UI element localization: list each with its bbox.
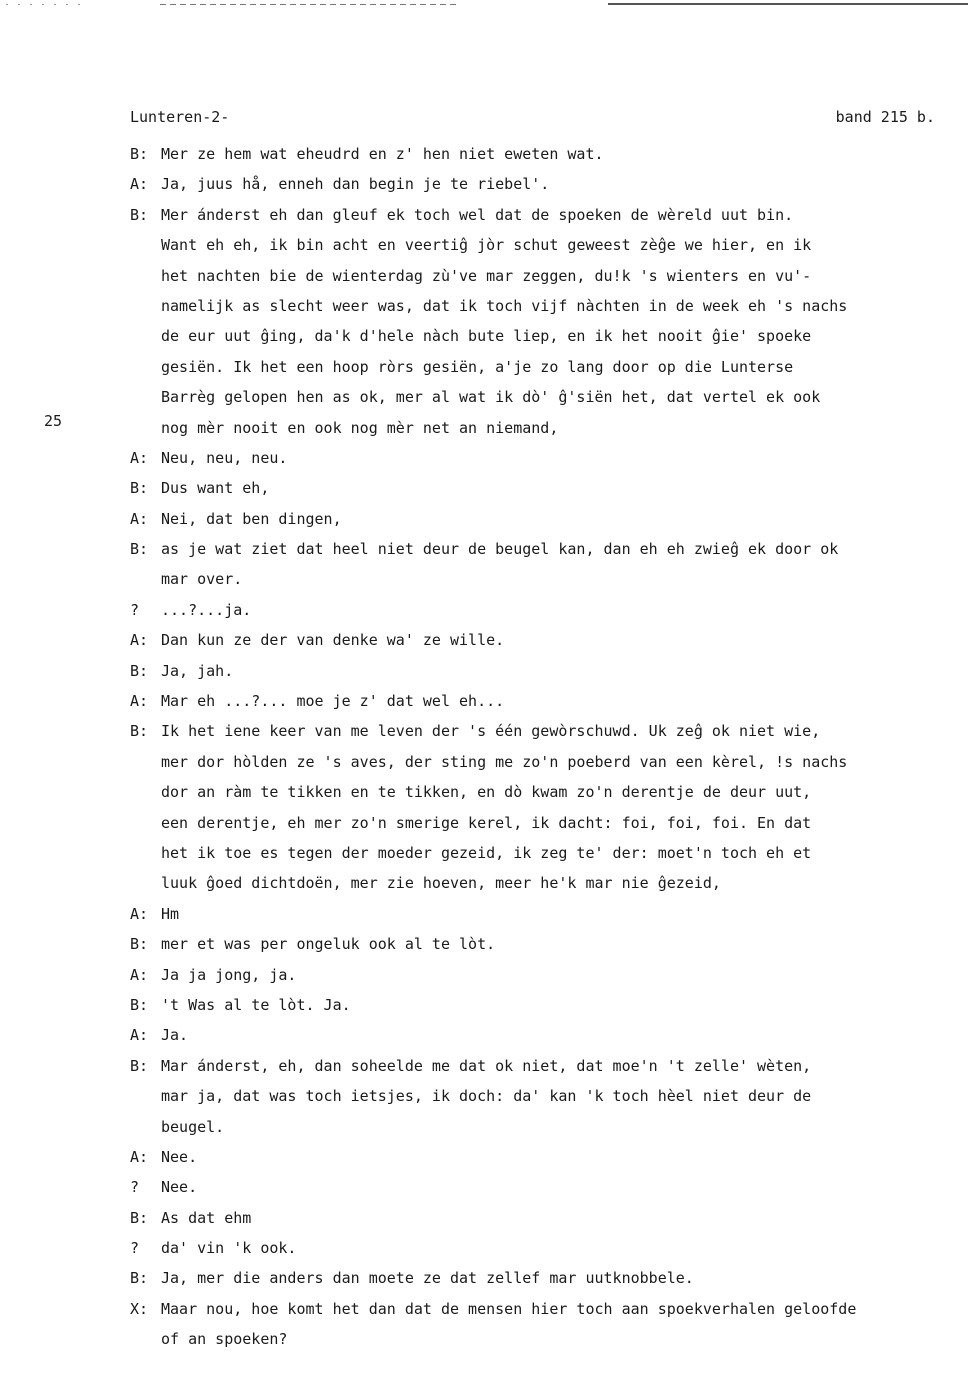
transcript-turn bbox=[130, 990, 968, 1020]
scan-artifact bbox=[6, 4, 86, 5]
speaker-label: A: bbox=[130, 1026, 149, 1045]
transcript-turn bbox=[130, 1020, 968, 1050]
speaker-label: ? bbox=[130, 1239, 140, 1258]
transcript-line: beugel. bbox=[161, 1117, 225, 1136]
speaker-label: ? bbox=[130, 600, 140, 619]
transcript-line: het ik toe es tegen der moeder gezeid, ik zeg te' der: moet'n toch eh et bbox=[161, 843, 812, 862]
transcript-turn bbox=[130, 716, 968, 898]
transcript-turn bbox=[130, 899, 968, 929]
transcript-line: ...?...ja. bbox=[161, 600, 252, 619]
transcript-line: of an spoeken? bbox=[161, 1330, 288, 1349]
transcript-line: Nee. bbox=[161, 1147, 198, 1166]
speaker-label: A: bbox=[130, 509, 149, 528]
transcript-line: Ja ja jong, ja. bbox=[161, 965, 297, 984]
speaker-label: A: bbox=[130, 904, 149, 923]
transcript-turn bbox=[130, 169, 968, 199]
transcript-line: Maar nou, hoe komt het dan dat de mensen hier toch aan spoekverhalen geloofde bbox=[161, 1299, 857, 1318]
transcript-line: Hm bbox=[161, 904, 180, 923]
transcript-line: mer dor hòlden ze 's aves, der sting me zo'n poeberd van een kèrel, !s nachs bbox=[161, 752, 848, 771]
speaker-label: A: bbox=[130, 692, 149, 711]
transcript-turn bbox=[130, 1172, 968, 1202]
transcript-turn bbox=[130, 504, 968, 534]
transcript-line: Mer ánderst eh dan gleuf ek toch wel dat de spoeken de wèreld uut bin. bbox=[161, 205, 794, 224]
transcript-line: gesiën. Ik het een hoop ròrs gesiën, a'je zo lang door op die Lunterse bbox=[161, 357, 794, 376]
transcript-line: Mar eh ...?... moe je z' dat wel eh... bbox=[161, 692, 505, 711]
speaker-label: B: bbox=[130, 1269, 149, 1288]
transcript-line: Neu, neu, neu. bbox=[161, 448, 288, 467]
transcript-line: Ja, jah. bbox=[161, 661, 234, 680]
transcript-line: dor an ràm te tikken en te tikken, en dò kwam zo'n derentje de deur uut, bbox=[161, 783, 812, 802]
speaker-label: B: bbox=[130, 479, 149, 498]
transcript-turn bbox=[130, 686, 968, 716]
transcript bbox=[130, 139, 968, 1355]
transcript-line: Mer ze hem wat eheudrd en z' hen niet eweten wat. bbox=[161, 145, 604, 163]
transcript-turn bbox=[130, 625, 968, 655]
speaker-label: X: bbox=[130, 1299, 149, 1318]
header-title: Lunteren-2- bbox=[130, 108, 230, 126]
page-header bbox=[130, 108, 935, 128]
speaker-label: B: bbox=[130, 1056, 149, 1075]
transcript-line: een derentje, eh mer zo'n smerige kerel, ik dacht: foi, foi, foi. En dat bbox=[161, 813, 812, 832]
transcript-line: 't Was al te lòt. Ja. bbox=[161, 995, 351, 1014]
speaker-label: B: bbox=[130, 205, 149, 224]
transcript-line: Ja, juus hå, enneh dan begin je te riebel'. bbox=[161, 175, 550, 194]
transcript-line: mer et was per ongeluk ook al te lòt. bbox=[161, 935, 496, 954]
transcript-line: het nachten bie de wienterdag zù've mar zeggen, du!k 's wienters en vu'- bbox=[161, 266, 812, 285]
transcript-line: namelijk as slecht weer was, dat ik toch vijf nàchten in de week eh 's nachs bbox=[161, 296, 848, 315]
speaker-label: A: bbox=[130, 1147, 149, 1166]
speaker-label: ? bbox=[130, 1178, 140, 1197]
speaker-label: A: bbox=[130, 631, 149, 650]
speaker-label: B: bbox=[130, 1208, 149, 1227]
transcript-line: Nei, dat ben dingen, bbox=[161, 509, 342, 528]
transcript-turn bbox=[130, 473, 968, 503]
transcript-line: Barrèg gelopen hen as ok, mer al wat ik dò' ĝ'siën het, dat vertel ek ook bbox=[161, 388, 821, 407]
transcript-line: de eur uut ĝing, da'k d'hele nàch bute liep, en ik het nooit ĝie' spoeke bbox=[161, 327, 812, 346]
transcript-turn bbox=[130, 595, 968, 625]
transcript-line: Want eh eh, ik bin acht en veertiĝ jòr schut geweest zèĝe we hier, en ik bbox=[161, 236, 812, 255]
speaker-label: B: bbox=[130, 935, 149, 954]
transcript-turn bbox=[130, 534, 968, 595]
transcript-line: Nee. bbox=[161, 1178, 198, 1197]
transcript-turn bbox=[130, 1142, 968, 1172]
transcript-turn bbox=[130, 929, 968, 959]
speaker-label: A: bbox=[130, 448, 149, 467]
transcript-line: da' vin 'k ook. bbox=[161, 1239, 297, 1258]
transcript-line: luuk ĝoed dichtdoën, mer zie hoeven, meer he'k mar nie ĝezeid, bbox=[161, 874, 721, 893]
transcript-turn bbox=[130, 1051, 968, 1142]
transcript-line: Mar ánderst, eh, dan soheelde me dat ok niet, dat moe'n 't zelle' wèten, bbox=[161, 1056, 812, 1075]
speaker-label: B: bbox=[130, 661, 149, 680]
transcript-turn bbox=[130, 1294, 968, 1355]
transcript-line: as je wat ziet dat heel niet deur de beugel kan, dan eh eh zwieĝ ek door ok bbox=[161, 540, 839, 559]
transcript-line: Ja, mer die anders dan moete ze dat zellef mar uutknobbele. bbox=[161, 1269, 694, 1288]
transcript-turn bbox=[130, 960, 968, 990]
transcript-line: mar over. bbox=[161, 570, 243, 589]
transcript-turn bbox=[130, 1263, 968, 1293]
speaker-label: B: bbox=[130, 722, 149, 741]
speaker-label: B: bbox=[130, 995, 149, 1014]
transcript-line: mar ja, dat was toch ietsjes, ik doch: da' kan 'k toch hèel niet deur de bbox=[161, 1087, 812, 1106]
scan-artifact bbox=[160, 4, 460, 5]
transcript-line: As dat ehm bbox=[161, 1208, 252, 1227]
speaker-label: A: bbox=[130, 965, 149, 984]
speaker-label: B: bbox=[130, 540, 149, 559]
transcript-line: Ja. bbox=[161, 1026, 189, 1045]
transcript-line: Dan kun ze der van denke wa' ze wille. bbox=[161, 631, 505, 650]
scan-artifact bbox=[608, 3, 968, 5]
header-tape-reference: band 215 b. bbox=[835, 108, 935, 126]
speaker-label: A: bbox=[130, 175, 149, 194]
transcript-turn bbox=[130, 1233, 968, 1263]
transcript-turn bbox=[130, 200, 968, 443]
transcript-line: Dus want eh, bbox=[161, 479, 270, 498]
transcript-turn bbox=[130, 656, 968, 686]
speaker-label: B: bbox=[130, 145, 149, 163]
margin-line-number: 25 bbox=[44, 412, 63, 430]
transcript-turn bbox=[130, 1203, 968, 1233]
transcript-line: nog mèr nooit en ook nog mèr net an niemand, bbox=[161, 418, 559, 437]
transcript-turn bbox=[130, 443, 968, 473]
transcript-line: Ik het iene keer van me leven der 's één gewòrschuwd. Uk zeĝ ok niet wie, bbox=[161, 722, 821, 741]
transcript-turn bbox=[130, 139, 968, 169]
